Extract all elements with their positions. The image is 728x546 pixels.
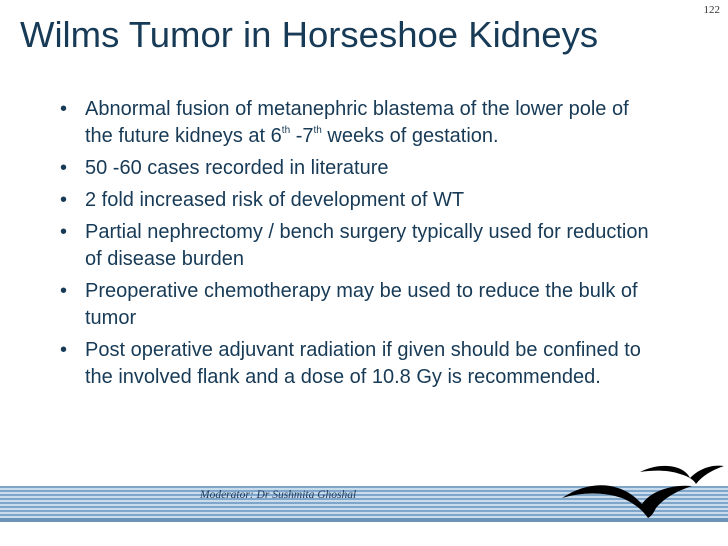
bullet-dot: • bbox=[60, 98, 68, 120]
footer-moderator: Moderator: Dr Sushmita Ghoshal bbox=[200, 489, 357, 501]
bullet-text: 50 -60 cases recorded in literature bbox=[85, 157, 389, 179]
bullet-dot: • bbox=[60, 189, 68, 211]
seagulls-logo-icon bbox=[560, 458, 725, 520]
bullet-item bbox=[60, 278, 660, 332]
bullet-item bbox=[60, 219, 660, 273]
bullet-list bbox=[60, 96, 660, 396]
bullet-text: Post operative adjuvant radiation if given should be confined to the involved flank and a dose of 10.8 Gy is recommended. bbox=[85, 339, 641, 388]
bullet-dot: • bbox=[60, 280, 68, 302]
bullet-item bbox=[60, 96, 660, 150]
bullet-item bbox=[60, 155, 660, 182]
bullet-item bbox=[60, 337, 660, 391]
bullet-dot: • bbox=[60, 157, 68, 179]
slide-title: Wilms Tumor in Horseshoe Kidneys bbox=[20, 14, 599, 55]
bullet-text: Preoperative chemotherapy may be used to reduce the bulk of tumor bbox=[85, 280, 638, 329]
bullet-dot: • bbox=[60, 221, 68, 243]
bullet-text: 2 fold increased risk of development of WT bbox=[85, 189, 465, 211]
bullet-text: Abnormal fusion of metanephric blastema of the lower pole of the future kidneys at 6th -7th weeks of gestation. bbox=[85, 98, 629, 147]
bullet-text: Partial nephrectomy / bench surgery typically used for reduction of disease burden bbox=[85, 221, 649, 270]
bullet-item bbox=[60, 187, 660, 214]
bullet-dot: • bbox=[60, 339, 68, 361]
slide-number: 122 bbox=[703, 4, 720, 16]
